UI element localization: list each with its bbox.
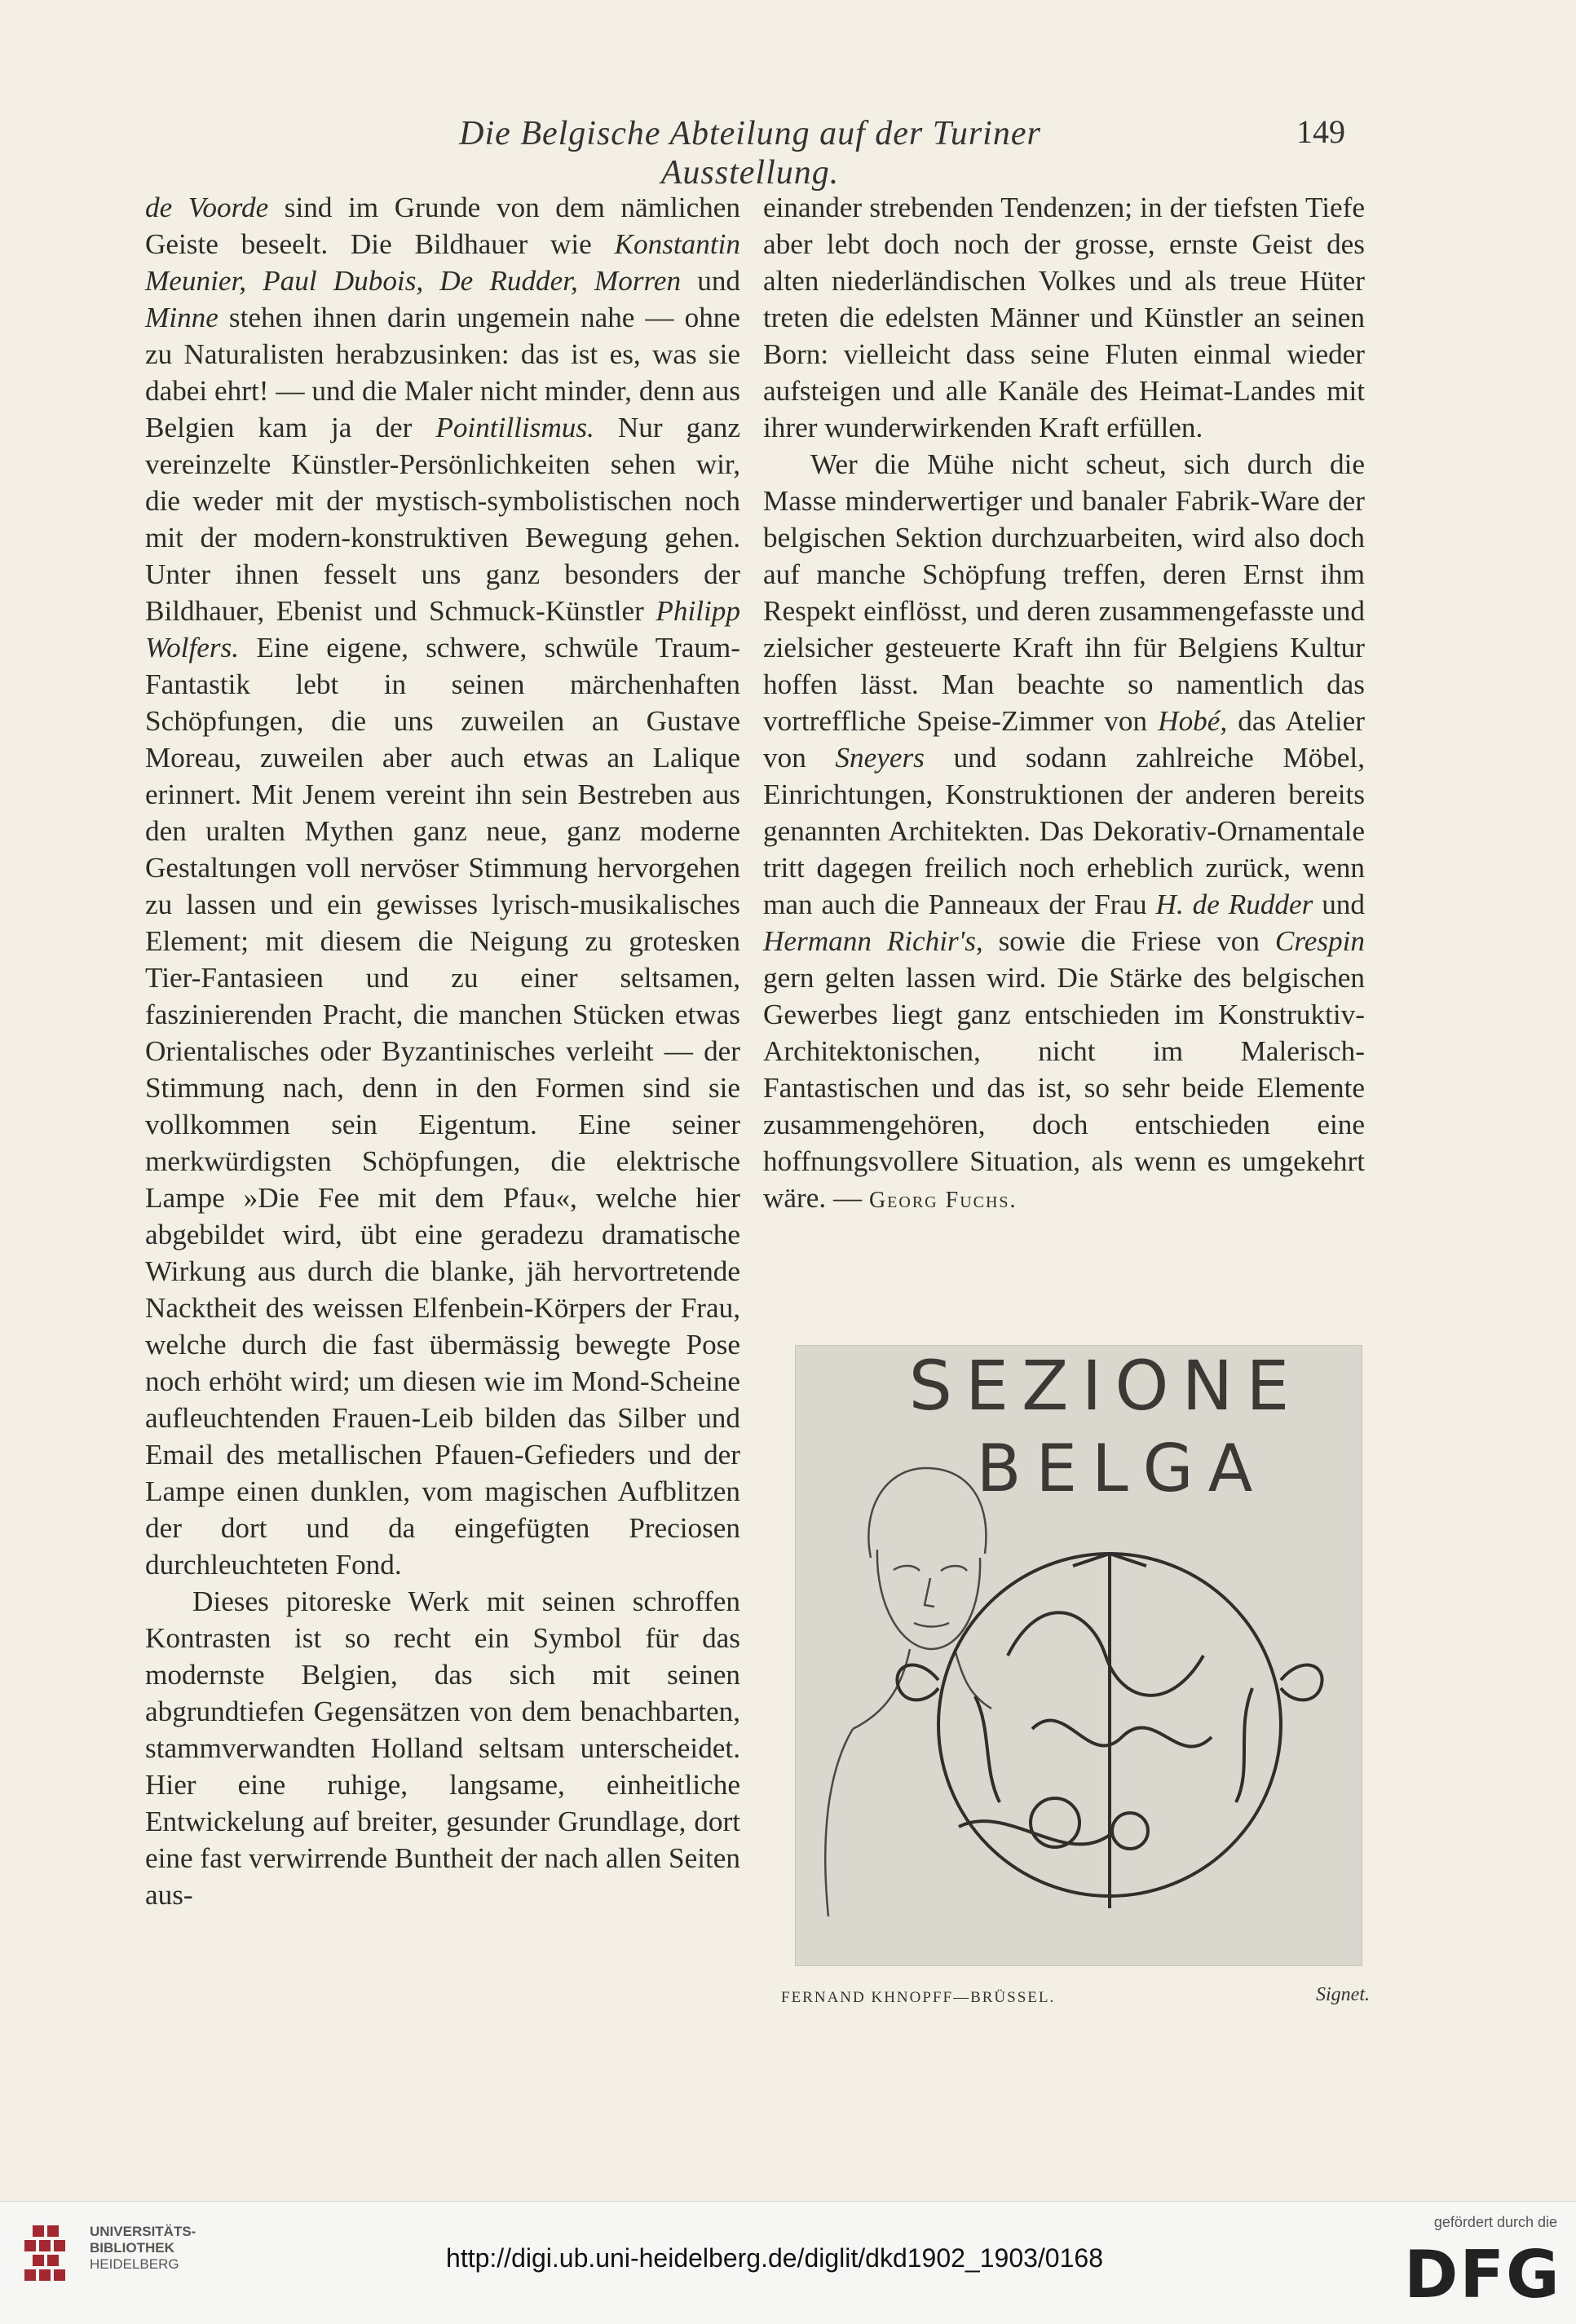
text-run: und	[681, 265, 741, 297]
text-run: Wer die Mühe nicht scheut, sich durch die Masse minderwertiger und banaler Fabrik-Ware der belgischen Sektion durchzuarbeiten, wird also doch auf manche Schöpfung treffen, deren Ernst ihm Respekt einflösst, und deren zusammengefasste und zielsicher gesteuerte Kraft ihn für Belgiens Kultur hoffen lässt. Man beachte so namentlich das vortreffliche Speise-Zimmer von	[763, 448, 1365, 737]
figure-caption-artist: FERNAND KHNOPFF—BRÜSSEL.	[781, 1989, 1056, 2006]
library-name-line: HEIDELBERG	[90, 2256, 179, 2272]
author-signature: Georg Fuchs.	[868, 1188, 1018, 1213]
right-text-column	[763, 189, 1365, 1219]
emphasis: Hermann Richir's,	[763, 925, 983, 957]
text-run: und sodann zahlreiche Möbel, Einrichtungen, Konstruktionen der anderen bereits genannten Architekten. Das Dekorativ-Ornamentale tritt dagegen freilich noch erheblich zurück, wenn man auch die Panneaux der Frau	[763, 742, 1365, 920]
text-run: stehen ihnen darin ungemein nahe — ohne zu Naturalisten herabzusinken: das ist es, was sie dabei ehrt! — und die Maler nicht minder, denn aus Belgien kam ja der	[145, 302, 740, 443]
funding-label: gefördert durch die	[1433, 2214, 1557, 2230]
signet-lettering-line2: BELGA	[976, 1431, 1268, 1506]
emphasis: Sneyers	[835, 742, 925, 774]
paragraph	[763, 446, 1365, 1219]
signet-lettering-line1: SEZIONE	[908, 1346, 1303, 1426]
page-number: 149	[1296, 113, 1345, 150]
paragraph	[145, 189, 740, 1583]
text-run: sind im Grunde von dem nämlichen Geiste beseelt. Die Bildhauer wie	[145, 192, 740, 260]
text-run: Nur ganz vereinzelte Künstler-Persönlichkeiten sehen wir, die weder mit der mystisch-symbolistischen noch mit der modern-konstruktiven Bewegung gehen. Unter ihnen fesselt uns ganz besonders der Bildhauer, Ebenist und Schmuck-Künstler	[145, 412, 740, 627]
figure-caption-title: Signet.	[1316, 1984, 1370, 2005]
emphasis: de Voorde	[145, 192, 269, 223]
text-run: sowie die Friese von	[982, 925, 1275, 957]
university-library-logo-icon	[18, 2220, 83, 2295]
source-url-link[interactable]: http://digi.ub.uni-heidelberg.de/diglit/dkd1902_1903/0168	[446, 2243, 1103, 2273]
text-run: und	[1313, 889, 1365, 920]
text-run: gern gelten lassen wird. Die Stärke des belgischen Gewerbes liegt ganz entschieden im Konstruktiv-Architektonischen, nicht im Malerisch-Fantastischen und das ist, so sehr beide Elemente zusammengehören, doch entschieden eine hoffnungsvollere Situation, als wenn es umgekehrt wäre. —	[763, 962, 1365, 1214]
emphasis: Hobé,	[1158, 705, 1228, 737]
emphasis: Philipp Wolfers.	[145, 595, 740, 664]
emphasis: Crespin	[1274, 925, 1365, 957]
emphasis: H. de Rudder	[1155, 889, 1313, 920]
library-name-line: UNIVERSITÄTS-	[90, 2224, 196, 2239]
paragraph: einander strebenden Tendenzen; in der tiefsten Tiefe aber lebt doch noch der grosse, ernste Geist des alten niederländischen Volkes und als treue Hüter treten die edelsten Männer und Künstler an seinen Born: vielleicht dass seine Fluten einmal wieder aufsteigen und alle Kanäle des Heimat-Landes mit ihrer wunderwirkenden Kraft erfüllen.	[763, 192, 1365, 443]
running-title: Die Belgische Abteilung auf der Turiner Ausstellung.	[459, 115, 1041, 192]
signet-drawing	[796, 1346, 1362, 1965]
emphasis: Konstantin Meunier, Paul Dubois, De Rudder, Morren	[145, 228, 740, 297]
left-text-column	[145, 189, 740, 1913]
dfg-logo: DFG	[1404, 2237, 1561, 2313]
library-name-line: BIBLIOTHEK	[90, 2240, 174, 2256]
emphasis: Pointillismus.	[435, 412, 594, 443]
university-library-name	[90, 2224, 196, 2273]
signet-illustration	[795, 1345, 1362, 1966]
text-run: Eine eigene, schwere, schwüle Traum-Fantastik lebt in seinen märchenhaften Schöpfungen, die uns zuweilen an Gustave Moreau, zuweilen aber auch etwas an Lalique erinnert. Mit Jenem vereint ihn sein Bestreben aus den uralten Mythen ganz neue, ganz moderne Gestaltungen voll nervöser Stimmung hervorgehen zu lassen und ein gewisses lyrisch-musikalisches Element; mit diesem die Neigung zu grotesken Tier-Fantasieen und zu einer seltsamen, faszinierenden Pracht, die manchen Stücken etwas Orientalisches oder Byzantinisches verleiht — der Stimmung nach, denn in den Formen sind sie vollkommen sein Eigentum. Eine seiner merkwürdigsten Schöpfungen, die elektrische Lampe »Die Fee mit dem Pfau«, welche hier abgebildet wird, übt eine geradezu dramatische Wirkung aus durch die blanke, jäh hervortretende Nacktheit des weissen Elfenbein-Körpers der Frau, welche durch die fast übermässig bewegte Pose noch erhöht wird; um diesen wie im Mond-Scheine aufleuchtenden Frauen-Leib bilden das Silber und Email des metallischen Pfauen-Gefieders und der Lampe einen dunklen, vom magischen Aufblitzen der dort und da eingefügten Preciosen durchleuchteten Fond.	[145, 632, 740, 1581]
paragraph: Dieses pitoreske Werk mit seinen schroffen Kontrasten ist so recht ein Symbol für das modernste Belgien, das sich mit seinen abgrundtiefen Gegensätzen von dem benachbarten, stammverwandten Holland seltsam unterscheidet. Hier eine ruhige, langsame, einheitliche Entwickelung auf breiter, gesunder Grundlage, dort eine fast verwirrende Buntheit der nach allen Seiten aus-	[145, 1585, 740, 1911]
emphasis: Minne	[145, 302, 219, 333]
text-run: das Atelier von	[763, 705, 1365, 774]
